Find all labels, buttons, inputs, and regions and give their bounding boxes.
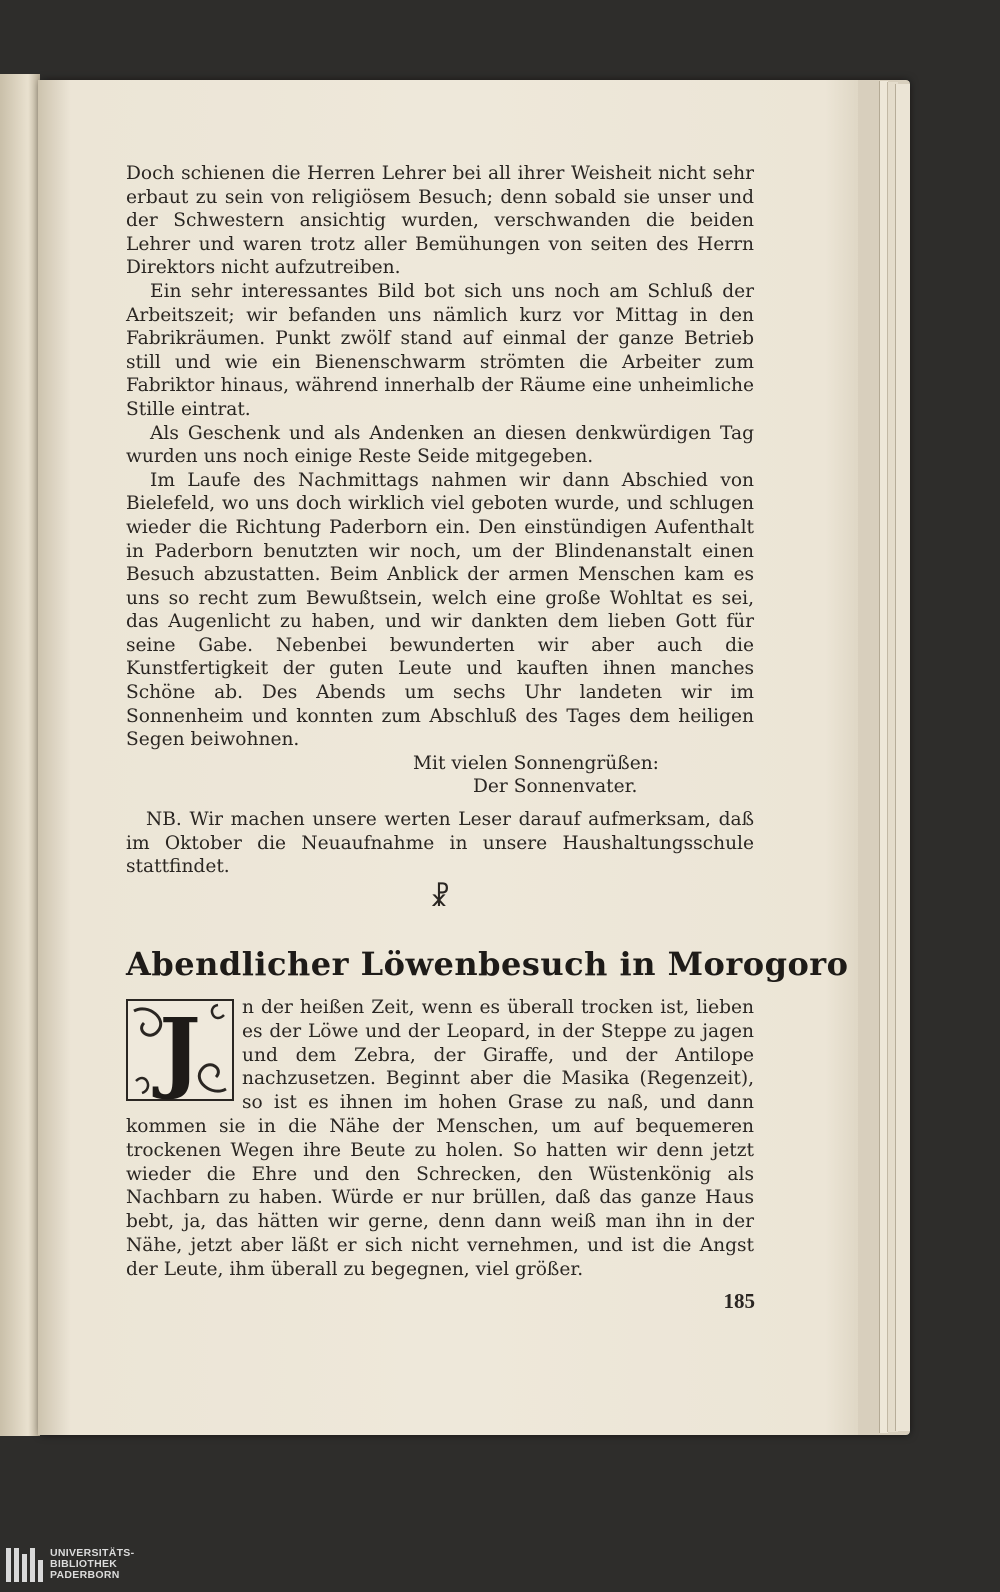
dropcap-initial [126, 999, 234, 1101]
nb-note: NB. Wir machen unsere werten Leser darauf aufmerksam, daß im Oktober die Neuaufnahme in unsere Haushaltungsschule stattfindet. [126, 809, 754, 878]
paragraph: Als Geschenk und als Andenken an diesen denkwürdigen Tag wurden uns noch einige Reste Seide mitgegeben. [126, 422, 754, 468]
signoff-signer: Der Sonnenvater. [473, 776, 638, 798]
left-page-edge [0, 74, 40, 1436]
paragraph: Im Laufe des Nachmittags nahmen wir dann Abschied von Bielefeld, wo uns doch wirklich viel geboten wurde, und schlugen wieder die Richtung Paderborn ein. Den einstündigen Aufenthalt in Paderborn benutzten wir noch, um der Blindenanstalt einen Besuch abzustatten. Beim Anblick der armen Menschen kam es uns so recht zum Bewußtsein, welch eine große Wohltat es sei, das Augenlicht zu haben, und wir dankten dem lieben Gott für seine Gabe. Nebenbei bewunderten wir aber auch die Kunstfertigkeit der guten Leute und kauften ihnen manches Schöne ab. Des Abends um sechs Uhr landeten wir im Sonnenheim und konnten zum Abschluß des Tages dem heiligen Segen beiwohnen. [126, 469, 754, 751]
paragraph: Doch schienen die Herren Lehrer bei all ihrer Weisheit nicht sehr erbaut zu sein von religiösem Besuch; denn sobald sie unser und der Schwestern ansichtig wurden, verschwanden die beiden Lehrer und waren trotz aller Bemühungen von seiten des Herrn Direktors nicht aufzutreiben. [126, 163, 754, 279]
library-name [50, 1548, 134, 1582]
page-number: 185 [723, 1289, 755, 1313]
library-name-line: UNIVERSITÄTS- [50, 1547, 135, 1559]
library-name-line: PADERBORN [50, 1569, 120, 1582]
signoff-greeting: Mit vielen Sonnengrüßen: [413, 752, 659, 774]
dropcap-letter: J [159, 998, 201, 1102]
library-footer [0, 1540, 1000, 1592]
article-title: Abendlicher Löwenbesuch in Morogoro [126, 945, 849, 983]
article-paragraph: n der heißen Zeit, wenn es überall trocken ist, lieben es der Löwe und der Leopard, in der Steppe zu jagen und dem Zebra, der Giraffe, und der Antilope nachzusetzen. Beginnt aber die Masika (Regenzeit), so ist es ihnen im hohen Grase zu naß, und dann kommen sie in die Nähe der Menschen, um auf bequemeren trockenen Wegen ihre Beute zu holen. So hatten wir denn jetzt wieder die Ehre und den Schrecken, den Wüstenkönig als Nachbarn zu haben. Würde er nur brüllen, daß das ganze Haus bebt, ja, das hätten wir gerne, denn dann weiß man ihn in der Nähe, jetzt aber läßt er sich nicht vernehmen, und ist die Angst der Leute, ihm überall zu begegnen, viel größer. [126, 997, 754, 1280]
page-edge [895, 84, 910, 1431]
book-page [38, 80, 858, 1435]
article-body [126, 996, 754, 1282]
section-ornament-icon: ☧ [429, 882, 451, 913]
library-name-line: BIBLIOTHEK [50, 1558, 118, 1571]
previous-article-text [126, 162, 754, 913]
library-logo-icon [6, 1548, 46, 1582]
paragraph: Ein sehr interessantes Bild bot sich uns noch am Schluß der Arbeitszeit; wir befanden uns nämlich kurz vor Mittag in den Fabrikräumen. Punkt zwölf stand auf einmal der ganze Betrieb still und wie ein Bienenschwarm strömten die Arbeiter zum Fabriktor hinaus, während innerhalb der Räume eine unheimliche Stille eintrat. [126, 280, 754, 420]
